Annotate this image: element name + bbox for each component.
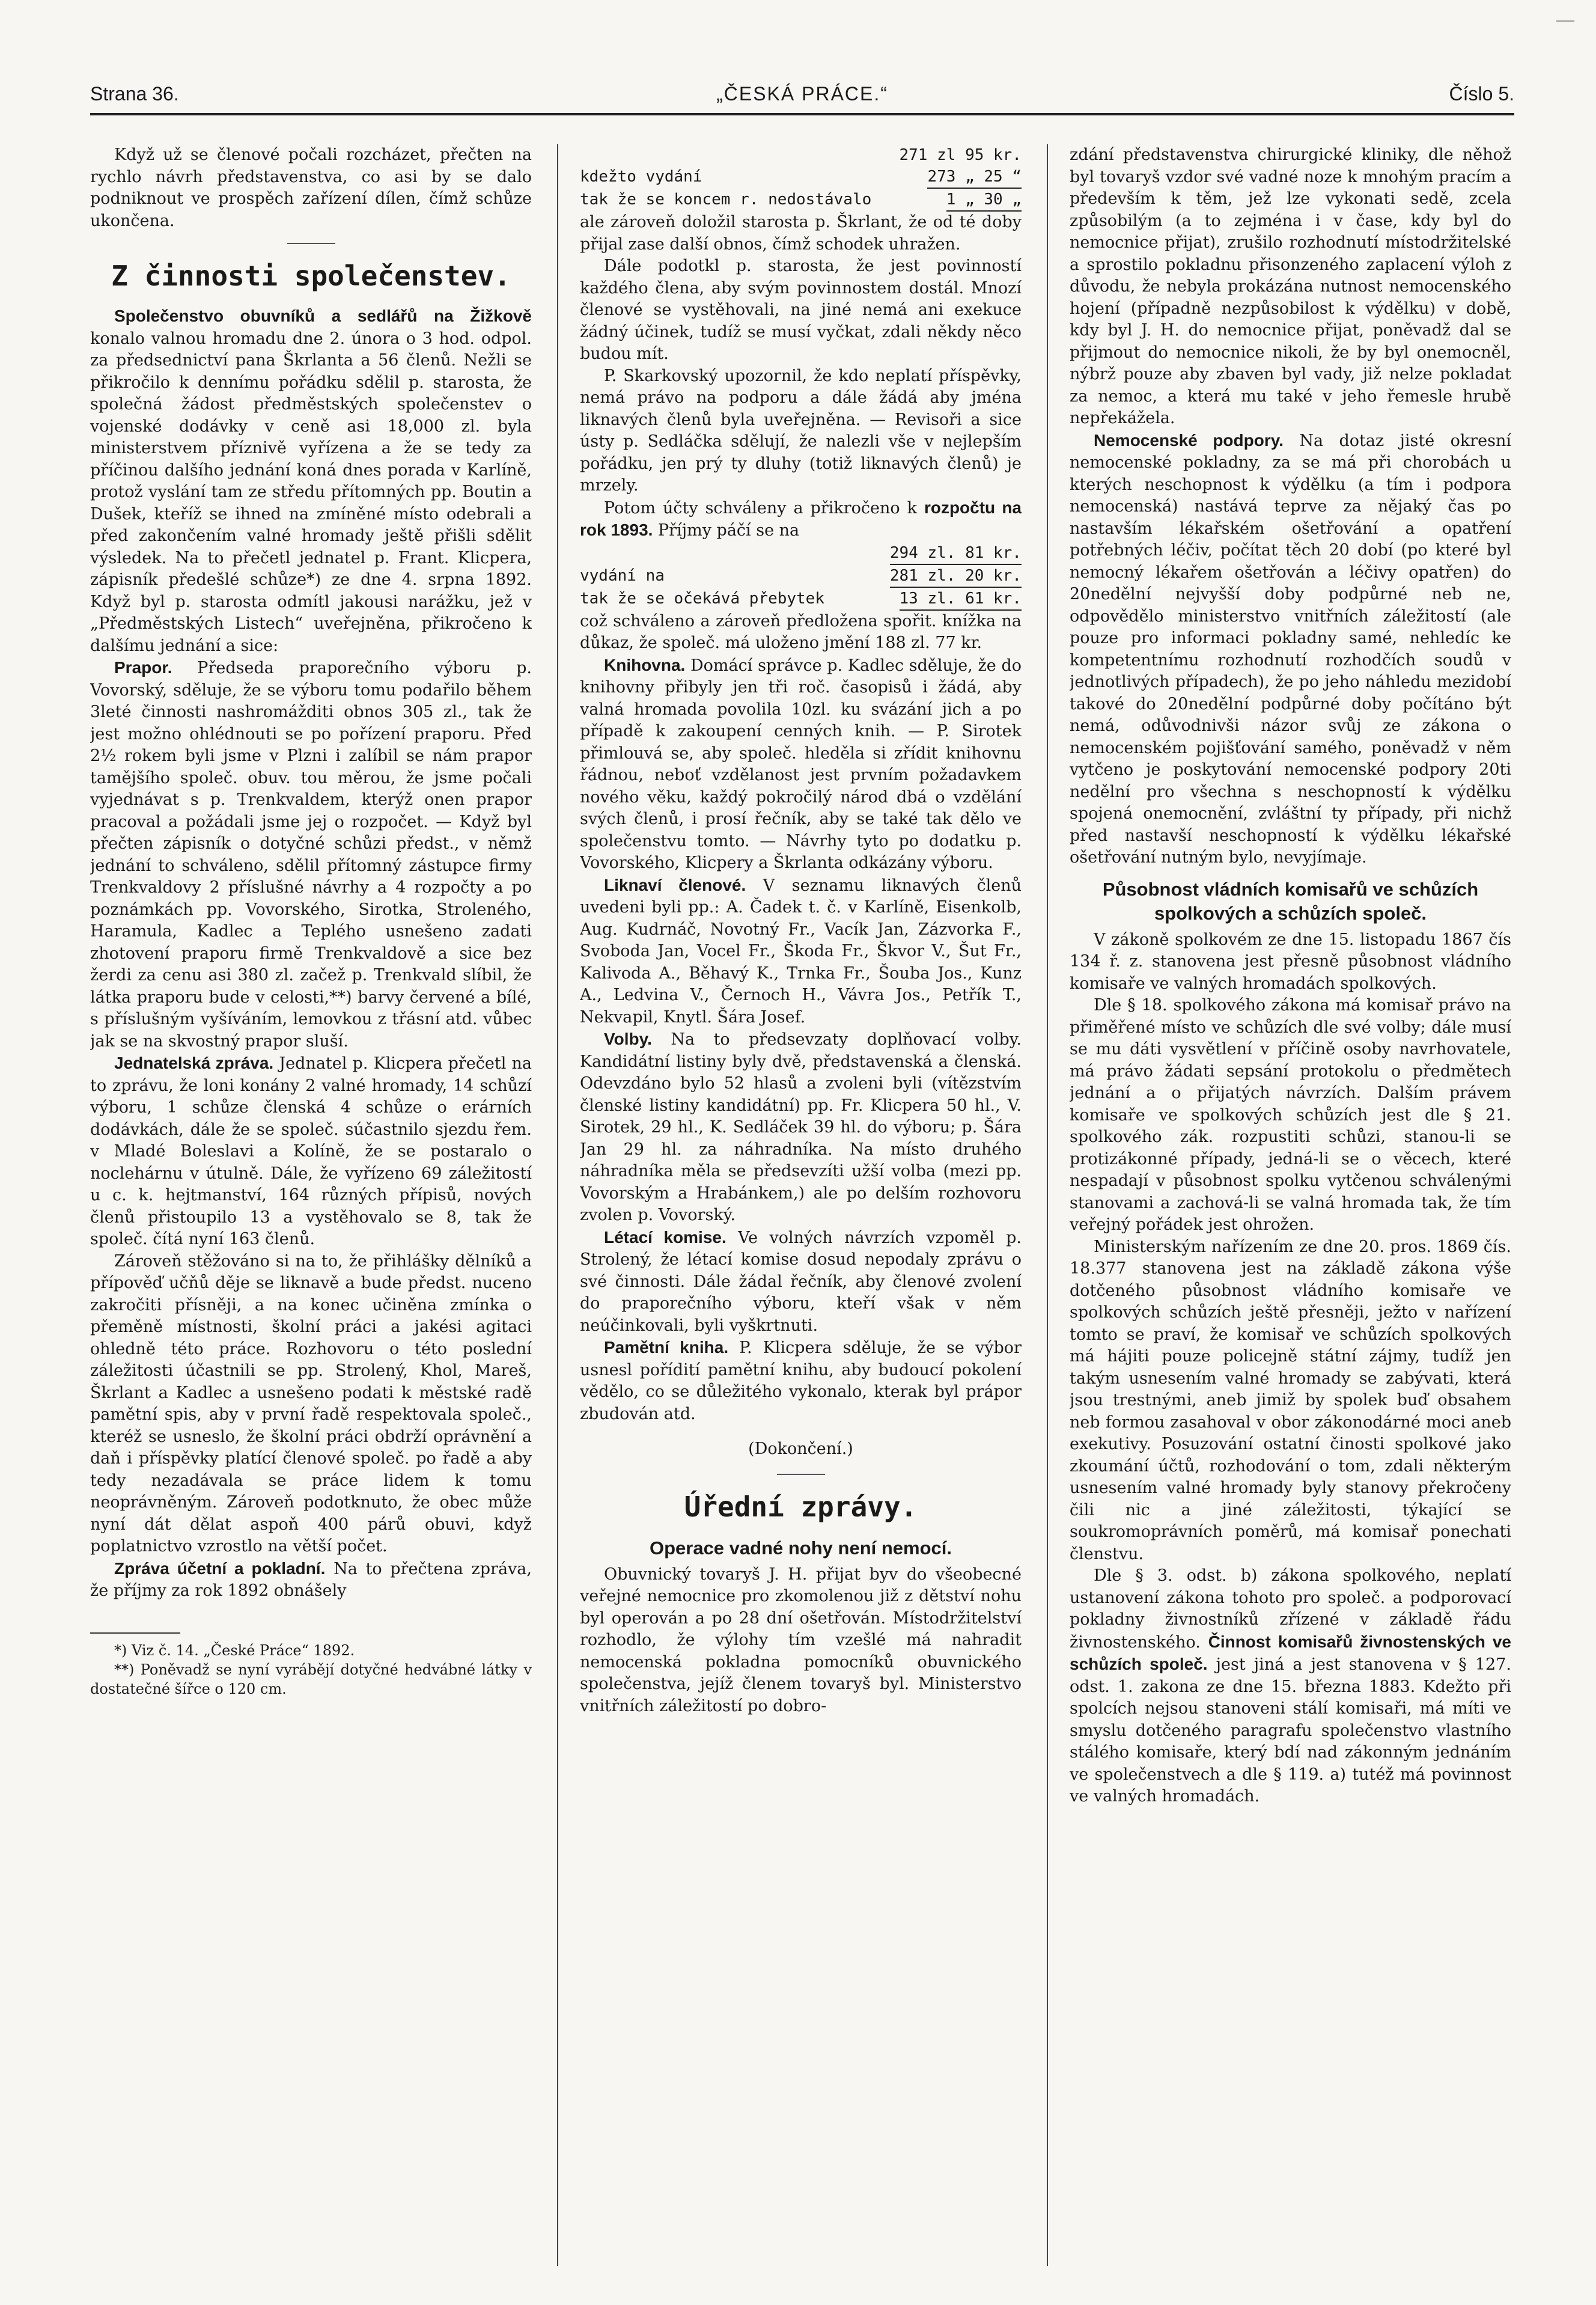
page-number: Strana 36.: [90, 83, 179, 105]
paragraph: Jednatelská zpráva. Jednatel p. Klicpera přečetl na to zprávu, že loni konány 2 valné hromady, 14 schůzí výboru, 1 schůze členská 4 schůze o erárních dodávkách, dále že se společ. súčastnilo sjezdu řem. v Mladé Boleslavi a Kolíně, že se postaralo o noclehárnu v útulně. Dále, že vyřízeno 69 záležitostí u c. k. hejtmanství, 164 různých přípisů, nových členů přistoupilo 13 a vystěhovalo se 8, tak že společ. čítá nyní 163 členů.: [90, 1054, 532, 1248]
subheading: Zpráva účetní a pokladní.: [114, 1559, 326, 1578]
section-dash: [777, 1474, 825, 1475]
subheading: Činnost komisařů živnostenských ve schůzích společ.: [1070, 1632, 1511, 1673]
column-divider: [557, 144, 558, 2266]
paragraph: Knihovna. Domácí správce p. Kadlec sděluje, že do knihovny přibyly jen tři roč. časopisů i žádá, aby valná hromada povolila 10zl. ku svázání jich a po případě k zakoupení cenných knih. — P. Sirotek přimlouvá se, aby společ. hleděla si zřídit knihovnu řádnou, neboť vzdělanost jest prvním požadavkem nového věku, každý pokročilý národ dbá o vzdělání svých členů, i prosí řečník, aby se také tak dělo ve společenstvu tomto. — Návrhy tyto po dodatku p. Vovorského, Klicpery a Škrlanta odkázány výboru.: [580, 655, 1022, 872]
footnote: **) Poněvadž se nyní vyrábějí dotyčné hedvábné látky v dostatečné šířce o 120 cm.: [90, 1661, 532, 1697]
continued-note: (Dokončení.): [748, 1439, 853, 1458]
budget-expense-label: vydání na: [580, 566, 665, 585]
paragraph: což schváleno a zároveň předložena spořit. knížka na důkaz, že společ. má uloženo jmění 188 zl. 77 kr.: [580, 611, 1022, 652]
accounts-table: [580, 144, 1022, 212]
budget-surplus-label: tak že se očekává přebytek: [580, 589, 824, 608]
subheading: Knihovna.: [604, 655, 686, 674]
page-header: [90, 77, 1514, 113]
paragraph: Potom účty schváleny a přikročeno k rozpočtu na rok 1893. Příjmy páčí se na: [580, 498, 1022, 540]
subheading: Jednatelská zpráva.: [114, 1054, 274, 1072]
issue-number: Číslo 5.: [1449, 83, 1514, 105]
budget-table: [580, 542, 1022, 611]
paragraph: Zpráva účetní a pokladní. Na to přečtena zpráva, že příjmy za rok 1892 obnášely: [90, 1559, 532, 1600]
paragraph: Ministerským nařízením ze dne 20. pros. 1869 čís. 18.377 stanovena jest na základě zákona výše dotčeného působnost vládního komisaře ve spolkových schůzích ještě přesněji, ježto v nařízení tomto se praví, že komisař ve schůzích spolkových má hájiti pouze policejně státní zájmy, tudíž jen takým usnesením valné hromady se zabývati, která jsou trestnými, aneb jimiž by spolek buď obsahem neb formou zasahoval v obor zákonodárné moci aneb exekutivy. Posuzování ostatní činosti spolkové jako zkoumání účtů, rozhodování o tom, zdali některým usnesením valné hromady byly stanovy překročeny čili nic a jiné záležitosti, týkající se soukromoprávních poměrů, má komisař ponechati členstvu.: [1070, 1237, 1511, 1563]
journal-title: „ČESKÁ PRÁCE.“: [716, 83, 888, 105]
paragraph: Když už se členové počali rozcházet, přečten na rychlo návrh představenstva, co asi by se dalo podniknout ve prospěch zařízení dílen, čímž schůze ukončena.: [90, 145, 532, 230]
subheading: Společenstvo obuvníků a sedlářů na Žižkově: [114, 307, 532, 325]
paragraph: Volby. Na to předsevzaty doplňovací volby. Kandidátní listiny byly dvě, představenská a členská. Odevzdáno bylo 52 hlasů a zvoleni byli (vítězstvím členské listiny kandidátní) pp. Fr. Klicpera 50 hl., V. Sirotek, 29 hl., K. Sedláček 39 hl. do výboru; p. Šára Jan 29 hl. za náhradníka. Na místo druhého náhradníka měla se předsevzíti užší volba (mezi pp. Vovorským a Hrabánkem,) ale po delším rozhovoru zvolen p. Vovorský.: [580, 1030, 1022, 1224]
budget-expense-value: 281 zl. 20 kr.: [890, 565, 1022, 588]
expense-label: kdežto vydání: [580, 168, 702, 186]
paragraph: Dle § 3. odst. b) zákona spolkového, neplatí ustanovení zákona tohoto pro společ. a podporovací pokladny živnostníků zřízené v základě řádu živnostenského. Činnost komisařů živnostenských ve schůzích společ. jest jiná a jest stanovena v § 127. odst. 1. zakona ze dne 15. března 1883. Kdežto při spolcích nejsou stanoveni stálí komisaři, má míti ve smyslu dotčeného paragrafu společenstvo vlastního stálého komisaře, který bdí nad zákonným jednáním ve společenstvech a dle § 119. a) tutéž má povinnost ve valných hromadách.: [1070, 1566, 1511, 1806]
subheading: Liknaví členové.: [604, 875, 746, 894]
paragraph: Nemocenské podpory. Na dotaz jisté okresní nemocenské pokladny, za se má při chorobách u kterých neschopnost k výdělku (a tím i podpora nemocenská) nastává teprve za nějaký čas po nastavším lékařském ošetřování a opatření potřebných léčiv, počítat těch 20 dobí (po které byl nemocný lékařem ošetřován a léčivy opatřen) do 20nedělní nejvyšší doby podpůrné neb ne, odpovědělo ministerstvo vnitřních záležitostí (ale pouze pro informaci pokladny samé, nehledíc ke kompetentnímu rozhodnutí rozhodčích soudů v jednotlivých případech), že po jeho náhledu mezidobí takové do 20nedělní podpůrné doby počítáno být nemá, odůvodnivši názor svůj ze zákona o nemocenském pojišťování samého, poněvadž v něm vytčeno je poskytování nemocenské podpory 20ti nedělní pro všechna s neschopností k výdělku spojená onemocnění, zvláštní ty případy, při nichž před nastavší neschopností k výdělku lékařské ošetřování nutným bylo, nevyjímaje.: [1070, 430, 1511, 867]
column-1: [90, 144, 532, 2272]
paragraph: P. Skarkovský upozornil, že kdo neplatí příspěvky, nemá právo na podporu a dále žádá aby jména liknavých členů byla uveřejněna. — Revisoři a sice ústy p. Sedláčka sdělují, že nalezli vše v nejlepším pořádku, jen prý ty dluhy (totiž liknavých členů) je mrzely.: [580, 366, 1022, 495]
subheading: rozpočtu na rok 1893.: [580, 498, 1022, 539]
budget-surplus-value: 13 zl. 61 kr.: [900, 588, 1022, 611]
section-dash: [287, 243, 335, 244]
paragraph: ale zároveň doložil starosta p. Škrlant, že od té doby přijal zase další obnos, čímž schodek uhražen.: [580, 213, 1022, 254]
paragraph: Prapor. Předseda praporečního výboru p. Vovorský, sděluje, že se výboru tomu podařilo během 3leté činnosti nashromážditi obnos 305 zl., tak že jest možno ohlédnouti se po pořízení praporu. Před 2½ rokem byli jsme v Plzni i zalíbil se nám prapor tamějšího společ. obuv. tou měrou, že jsme počali vyjednávat s p. Trenkvaldem, kterýž onen prapor pracoval a požádali jsme jej o rozpočet. — Když byl přečten zápisník o dotyčné schůzi předst., v němž jednání to schváleno, sdělil přítomný zástupce firmy Trenkvaldovy 2 příslušné návrhy a 4 rozpočty a po poznámkách pp. Vovorského, Sirotka, Stroleného, Haramula, Kadlec a Teplého usnešeno zadati zhotovení praporu firmě Trenkvaldově a sice bez žerdi za cenu asi 380 zl. začež p. Trenkvald slíbil, že látka praporu bude v celosti,**) barvy červené a bílé, s příslušným vyšíváním, lemovkou z třásní atd. vůbec jak se na skvostný prapor sluší.: [90, 658, 532, 1051]
subheading: Pamětní kniha.: [604, 1338, 729, 1357]
paragraph: zdání představenstva chirurgické kliniky, dle něhož byl tovaryš vzdor své vadné noze k mnohým pracím a především k těm, jež lze vykonati sedě, zcela způsobilým (a to zejména i v čase, kdy byl do nemocnice přijat), zrušilo rozhodnutí místodržitelské a sprostilo pokladnu přisonzeného zaplacení výloh z důvodu, že nebyla prokázána nutnost nemocenského hojení (případně nezpůsobilost k výdělku) v době, kdy byl J. H. do nemocnice přijat, poněvadž dal se přijmout do nemocnice nikoli, že by byl onemocněl, nýbrž pouze aby zbaven byl vady, již nelze pokladat za nemoc, a která mu také v jeho řemesle hrubě nepřekážela.: [1070, 145, 1511, 427]
paragraph: Pamětní kniha. P. Klicpera sděluje, že se výbor usnesl pořídití pamětní knihu, aby budoucí pokolení vědělo, co se důležitého vykonalo, kterak byl prápor zbudován atd.: [580, 1338, 1022, 1423]
deficit-label: tak že se koncem r. nedostávalo: [580, 191, 872, 209]
section-heading: Z činnosti společenstev.: [111, 260, 511, 292]
subheading: Volby.: [604, 1030, 652, 1048]
expense-value: 273 „ 25 “: [927, 166, 1022, 189]
paragraph: Obuvnický tovaryš J. H. přijat byv do všeobecné veřejné nemocnice pro zkomolenou již z dětství nohu byl operován a po 28 dní ošetřován. Místodržitelství rozhodlo, že výlohy tím vzešlé má nahradit nemocenská pokladna pomocníků obuvnického společenstva, jejíž členem tovaryš byl. Ministerstvo vnitřních záležitostí po dobro-: [580, 1565, 1022, 1715]
paragraph: Létací komise. Ve volných návrzích vzpoměl p. Strolený, že létací komise dosud nepodaly zprávu o své činnosti. Dále žádal řečník, aby členové zvolení do praporečního výboru, kteří však v něm neúčinkovali, byli vyškrtnuti.: [580, 1227, 1022, 1335]
column-divider: [1047, 144, 1048, 2266]
subheading: Nemocenské podpory.: [1094, 430, 1284, 450]
subheading: Létací komise.: [604, 1227, 726, 1247]
column-2: [580, 144, 1022, 2272]
subheading: Prapor.: [114, 658, 172, 677]
subheading: Operace vadné nohy není nemocí.: [649, 1537, 952, 1559]
header-rule: [90, 113, 1514, 115]
paragraph: Liknaví členové. V seznamu liknavých členů uvedeni byli pp.: A. Čadek t. č. v Karlíně, Eisenkolb, Aug. Kudrnáč, Novotný Fr., Vacík Jan, Zázvorka F., Svoboda Jan, Vocel Fr., Škoda Fr., Škvor V., Šut Fr., Kalivoda A., Běhavý K., Trnka Fr., Šouba Jos., Kunz A., Ledvina V., Černoch H., Vávra Jos., Petřík T., Nekvapil, Knytl. Šára Josef.: [580, 875, 1022, 1027]
footnote-rule: [90, 1632, 180, 1634]
budget-income-value: 294 zl. 81 kr.: [890, 542, 1022, 565]
paragraph: Dle § 18. spolkového zákona má komisař právo na přiměřené místo ve schůzích dle své volby; dále musí se mu dáti vysvětlení v příčině osoby navrhovatele, má právo žádati sepsání protokolu o předmětech jednání a o přijatých návrzích. Dalším právem komisaře ve spolkových schůzích jest dle § 21. spolkového zák. rozpustiti schůzi, stanou-li se protizákonné případy, jedná-li se o věcech, které nespadají v působnost spolku vytčenou schválenými stanovami a zachová-li se valná hromada tak, že tím veřejný pořádek jest ohrožen.: [1070, 996, 1511, 1234]
section-heading: Úřední zprávy.: [684, 1490, 918, 1523]
footnote: *) Viz č. 14. „České Práce“ 1892.: [114, 1641, 355, 1659]
paragraph: Společenstvo obuvníků a sedlářů na Žižkově konalo valnou hromadu dne 2. února o 3 hod. odpol. za předsednictví pana Škrlanta a 56 členů. Nežli se přikročilo k dennímu pořádku sdělil p. starosta, že společná žádost předměstských společenstev o vojenské dodávky v ceně asi 18,000 zl. byla ministerstvem příznivě vyřízena a že se tedy za příčinou dalšího jednání koná dnes porada v Karlíně, protož vyslání tam ze středu přítomných pp. Boutin a Dušek, kteříž se ihned na zmíněné místo odebrali a před zakončením valné hromady ještě přišli sdělit výsledek. Na to přečetl jednatel p. Frant. Klicpera, zápisník předešlé schůze*) ze dne 4. srpna 1892. Když byl p. starosta odmítl jakousi narážku, jež v „Předměstských Listech“ uveřejněna, přikročeno k dalšímu jednání a sice:: [90, 307, 532, 655]
paragraph: V zákoně spolkovém ze dne 15. listopadu 1867 čís 134 ř. z. stanovena jest přesně působnost vládního komisaře ve valných hromadách spolkových.: [1070, 930, 1511, 993]
paragraph: Zároveň stěžováno si na to, že přihlášky dělníků a přípověď učňů děje se liknavě a bude předst. nuceno zakročiti přísněji, a na konec učiněna zmínka o přeměně místnosti, školní práci a jakési agitaci ohledně této práce. Rozhovoru o této poslední záležitosti účastnili se pp. Strolený, Khol, Mareš, Škrlant a Kadlec a usnešeno podati k městské radě pamětní spis, aby v první řadě respektovala společ., kteréž se usneslo, že školní práci obdrží oprávnění a daň i příspěvky platící členové společ. po řadě a aby tedy nezadávala se práce lidem k tomu neoprávněným. Zároveň podotknuto, že obec může nyní dát dělat aspoň 400 párů obuvi, když poplatnictvo vzrostlo na větší počet.: [90, 1251, 532, 1555]
deficit-value: 1 „ 30 „: [946, 189, 1022, 212]
column-3: [1070, 144, 1511, 2272]
income-value: 271 zl 95 kr.: [899, 146, 1022, 164]
subheading: Působnost vládních komisařů ve schůzích spolkových a schůzích společ.: [1102, 878, 1479, 924]
paragraph: Dále podotkl p. starosta, že jest povinností každého člena, aby svým povinnostem dostál. Mnozí členové se vystěhovali, na jiné nemá ani exekuce žádný účinek, tudíž se musí vyčkat, zdali někdy něco budou mít.: [580, 257, 1022, 363]
scan-mark: [1556, 20, 1574, 22]
